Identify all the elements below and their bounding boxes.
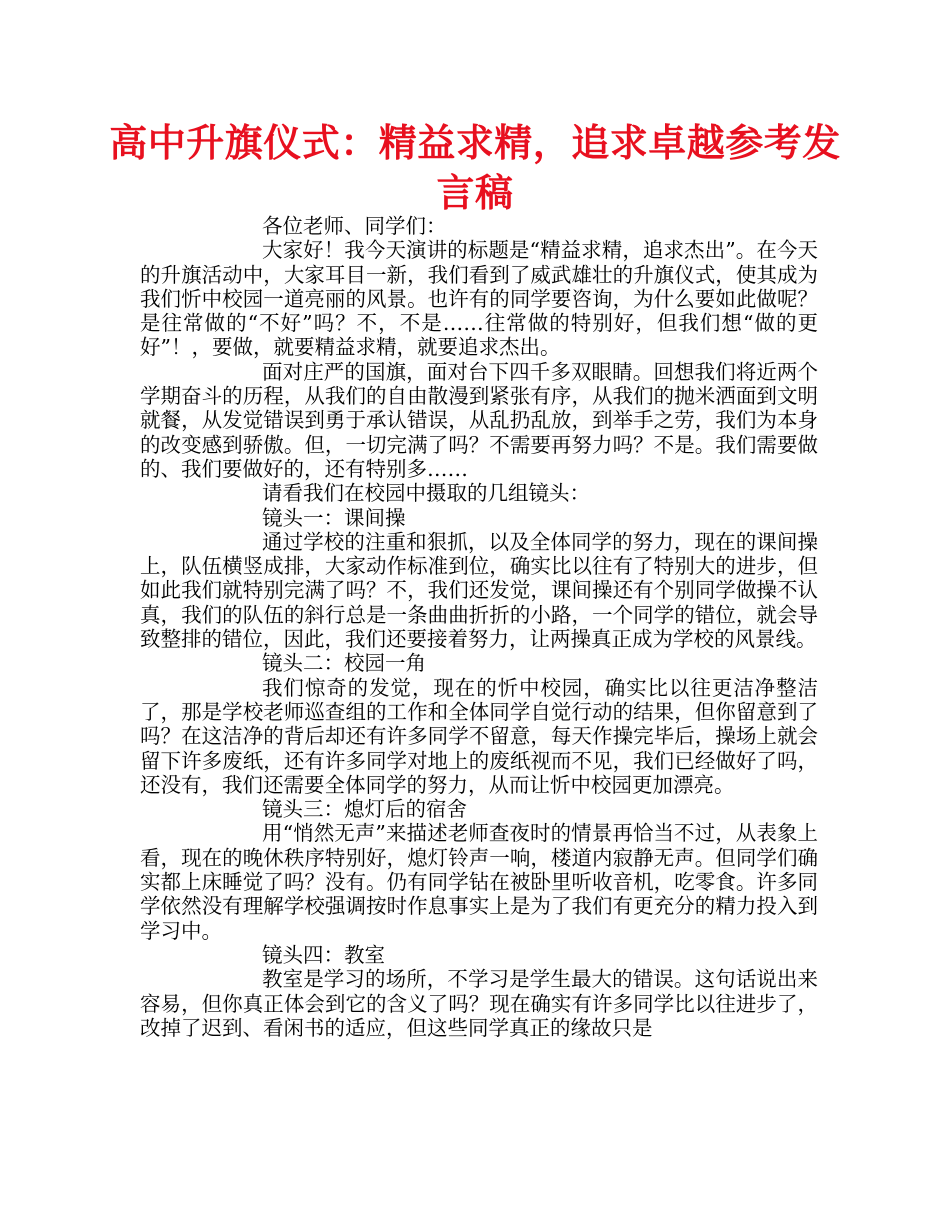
paragraph-scene-4: 教室是学习的场所，不学习是学生最大的错误。这句话说出来容易，但你真正体会到它的含义了吗？现在确实有许多同学比以往进步了，改掉了迟到、看闲书的适应，但这些同学真正的缘故只是 <box>140 967 818 1040</box>
paragraph-scene-2: 我们惊奇的发觉，现在的忻中校园，确实比以往更洁净整洁了，那是学校老师巡查组的工作和全体同学自觉行动的结果，但你留意到了吗？在这洁净的背后却还有许多同学不留意，每天作操完毕后，操场上就会留下许多废纸，还有许多同学对地上的废纸视而不见，我们已经做好了吗，还没有，我们还需要全体同学的努力，从而让忻中校园更加漂亮。 <box>140 675 818 797</box>
paragraph-scene-3: 用“悄然无声”来描述老师查夜时的情景再恰当不过，从表象上看，现在的晚休秩序特别好，熄灯铃声一响，楼道内寂静无声。但同学们确实都上床睡觉了吗？没有。仍有同学钻在被卧里听收音机，吃零食。许多同学依然没有理解学校强调按时作息事实上是为了我们有更充分的精力投入到学习中。 <box>140 821 818 943</box>
document-title: 高中升旗仪式：精益求精，追求卓越参考发言稿 <box>109 121 841 215</box>
paragraph-intro-scenes: 请看我们在校园中摄取的几组镜头： <box>262 481 590 506</box>
paragraph-greeting: 大家好！我今天演讲的标题是“精益求精，追求杰出”。在今天的升旗活动中，大家耳目一新，我们看到了威武雄壮的升旗仪式，使其成为我们忻中校园一道亮丽的风景。也许有的同学要咨询，为什么要如此做呢？是往常做的“不好”吗？不，不是……往常做的特别好，但我们想“做的更好”！，要做，就要精益求精，就要追求杰出。 <box>140 238 818 360</box>
salutation: 各位老师、同学们： <box>262 214 447 238</box>
paragraph-reflection: 面对庄严的国旗，面对台下四千多双眼睛。回想我们将近两个学期奋斗的历程，从我们的自由散漫到紧张有序，从我们的抛米洒面到文明就餐，从发觉错误到勇于承认错误，从乱扔乱放，到举手之劳，我们为本身的改变感到骄傲。但，一切完满了吗？不需要再努力吗？不是。我们需要做的、我们要做好的，还有特别多…… <box>140 359 818 481</box>
scene-heading-1: 镜头一：课间操 <box>262 505 406 530</box>
scene-heading-3: 镜头三：熄灯后的宿舍 <box>262 797 467 822</box>
scene-heading-2: 镜头二：校园一角 <box>262 651 426 676</box>
document-body <box>140 214 818 1040</box>
paragraph-scene-1: 通过学校的注重和狠抓，以及全体同学的努力，现在的课间操上，队伍横竖成排，大家动作标准到位，确实比以往有了特别大的进步，但如此我们就特别完满了吗？不，我们还发觉，课间操还有个别同学做操不认真，我们的队伍的斜行总是一条曲曲折折的小路，一个同学的错位，就会导致整排的错位，因此，我们还要接着努力，让两操真正成为学校的风景线。 <box>140 529 818 652</box>
scene-heading-4: 镜头四：教室 <box>262 942 385 967</box>
